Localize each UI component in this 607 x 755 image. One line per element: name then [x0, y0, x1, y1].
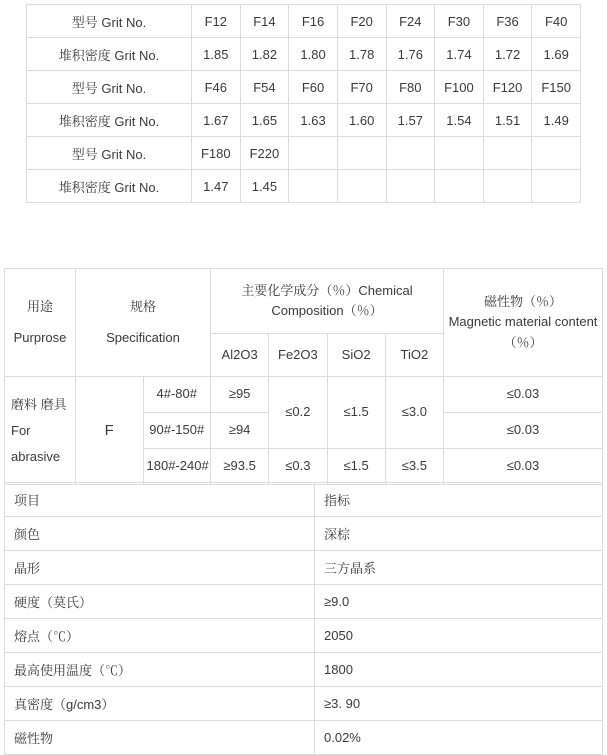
density-value: 1.78 [337, 38, 386, 71]
property-value: 2050 [315, 619, 603, 653]
composition-group-header: 主要化学成分（％）Chemical Composition（％） [211, 269, 444, 334]
empty-cell [289, 170, 338, 203]
property-value: 0.02% [315, 721, 603, 755]
magnetic-value: ≤0.03 [444, 413, 603, 449]
density-value: 1.82 [240, 38, 289, 71]
al2o3-value: ≥95 [211, 377, 269, 413]
properties-table [4, 482, 603, 755]
density-value: 1.45 [240, 170, 289, 203]
table-row [5, 585, 603, 619]
table-row [27, 71, 581, 104]
tio2-value: ≤3.5 [385, 449, 443, 485]
table-row [27, 170, 581, 203]
specification-header-en: Specification [106, 329, 180, 345]
empty-cell [289, 137, 338, 170]
table-row [5, 377, 603, 413]
spec-value: 4#-80# [143, 377, 211, 413]
density-value: 1.85 [192, 38, 241, 71]
magnetic-value: ≤0.03 [444, 449, 603, 485]
table-row [5, 619, 603, 653]
al2o3-value: ≥94 [211, 413, 269, 449]
grade-letter-cell: F [76, 377, 144, 485]
oxide-header-fe2o3: Fe2O3 [269, 334, 327, 377]
use-line-3: abrasive [11, 448, 61, 464]
empty-cell [483, 170, 532, 203]
table-row [5, 551, 603, 585]
table-row [5, 517, 603, 551]
density-value: 1.51 [483, 104, 532, 137]
table-row [27, 38, 581, 71]
spec-value: 180#-240# [143, 449, 211, 485]
grit-value: F60 [289, 71, 338, 104]
purpose-header-en: Purprose [13, 329, 67, 345]
oxide-header-tio2: TiO2 [385, 334, 443, 377]
property-name: 晶形 [5, 551, 315, 585]
purpose-header-cn: 用途 [26, 299, 53, 315]
empty-cell [386, 137, 435, 170]
empty-cell [386, 170, 435, 203]
empty-cell [532, 170, 581, 203]
density-value: 1.49 [532, 104, 581, 137]
row-label: 型号 Grit No. [27, 5, 192, 38]
magnetic-value: ≤0.03 [444, 377, 603, 413]
grit-value: F120 [483, 71, 532, 104]
grit-value: F40 [532, 5, 581, 38]
grit-density-table [26, 4, 581, 203]
density-value: 1.47 [192, 170, 241, 203]
sio2-value: ≤1.5 [327, 449, 385, 485]
density-value: 1.60 [337, 104, 386, 137]
density-value: 1.65 [240, 104, 289, 137]
al2o3-value: ≥93.5 [211, 449, 269, 485]
empty-cell [532, 137, 581, 170]
specification-header [76, 269, 211, 377]
property-value: ≥9.0 [315, 585, 603, 619]
density-value: 1.54 [435, 104, 484, 137]
property-value: ≥3. 90 [315, 687, 603, 721]
grit-value: F46 [192, 71, 241, 104]
row-label: 堆积密度 Grit No. [27, 170, 192, 203]
tio2-value: ≤3.0 [385, 377, 443, 449]
magnetic-header [444, 269, 603, 377]
chemical-composition-table [4, 268, 603, 485]
grit-value: F20 [337, 5, 386, 38]
table-row [27, 137, 581, 170]
density-value: 1.74 [435, 38, 484, 71]
table-row [5, 653, 603, 687]
grit-value: F14 [240, 5, 289, 38]
property-name: 项目 [5, 483, 315, 517]
sio2-value: ≤1.5 [327, 377, 385, 449]
magnetic-header-cn: 磁性物（％） [483, 294, 562, 310]
use-cell [5, 377, 76, 485]
property-name: 最高使用温度（℃） [5, 653, 315, 687]
grit-value: F100 [435, 71, 484, 104]
density-value: 1.63 [289, 104, 338, 137]
grit-value: F36 [483, 5, 532, 38]
purpose-header [5, 269, 76, 377]
property-name: 真密度（g/cm3） [5, 687, 315, 721]
property-name: 磁性物 [5, 721, 315, 755]
density-value: 1.72 [483, 38, 532, 71]
grit-value: F24 [386, 5, 435, 38]
row-label: 堆积密度 Grit No. [27, 38, 192, 71]
oxide-header-sio2: SiO2 [327, 334, 385, 377]
grit-value: F12 [192, 5, 241, 38]
table-row [5, 721, 603, 755]
grit-value: F80 [386, 71, 435, 104]
row-label: 堆积密度 Grit No. [27, 104, 192, 137]
oxide-header-al2o3: Al2O3 [211, 334, 269, 377]
spec-value: 90#-150# [143, 413, 211, 449]
magnetic-header-en: Magnetic material content（％） [448, 314, 598, 350]
table-row [5, 687, 603, 721]
empty-cell [435, 170, 484, 203]
table-row [27, 5, 581, 38]
property-value: 深棕 [315, 517, 603, 551]
grit-value: F30 [435, 5, 484, 38]
empty-cell [337, 170, 386, 203]
fe2o3-value: ≤0.2 [269, 377, 327, 449]
property-value: 三方晶系 [315, 551, 603, 585]
table-header-row [5, 269, 603, 334]
property-name: 熔点（℃） [5, 619, 315, 653]
table-row [5, 483, 603, 517]
specification-header-cn: 规格 [129, 299, 156, 315]
density-value: 1.67 [192, 104, 241, 137]
row-label: 型号 Grit No. [27, 137, 192, 170]
grit-value: F16 [289, 5, 338, 38]
row-label: 型号 Grit No. [27, 71, 192, 104]
grit-value: F180 [192, 137, 241, 170]
density-value: 1.69 [532, 38, 581, 71]
density-value: 1.57 [386, 104, 435, 137]
property-value: 指标 [315, 483, 603, 517]
grit-value: F220 [240, 137, 289, 170]
use-line-2: For [11, 422, 31, 438]
grit-value: F54 [240, 71, 289, 104]
fe2o3-value: ≤0.3 [269, 449, 327, 485]
empty-cell [483, 137, 532, 170]
table-row [27, 104, 581, 137]
grit-value: F150 [532, 71, 581, 104]
property-value: 1800 [315, 653, 603, 687]
property-name: 颜色 [5, 517, 315, 551]
density-value: 1.80 [289, 38, 338, 71]
property-name: 硬度（莫氏） [5, 585, 315, 619]
density-value: 1.76 [386, 38, 435, 71]
use-line-1: 磨料 磨具 [11, 396, 67, 412]
empty-cell [435, 137, 484, 170]
empty-cell [337, 137, 386, 170]
grit-value: F70 [337, 71, 386, 104]
